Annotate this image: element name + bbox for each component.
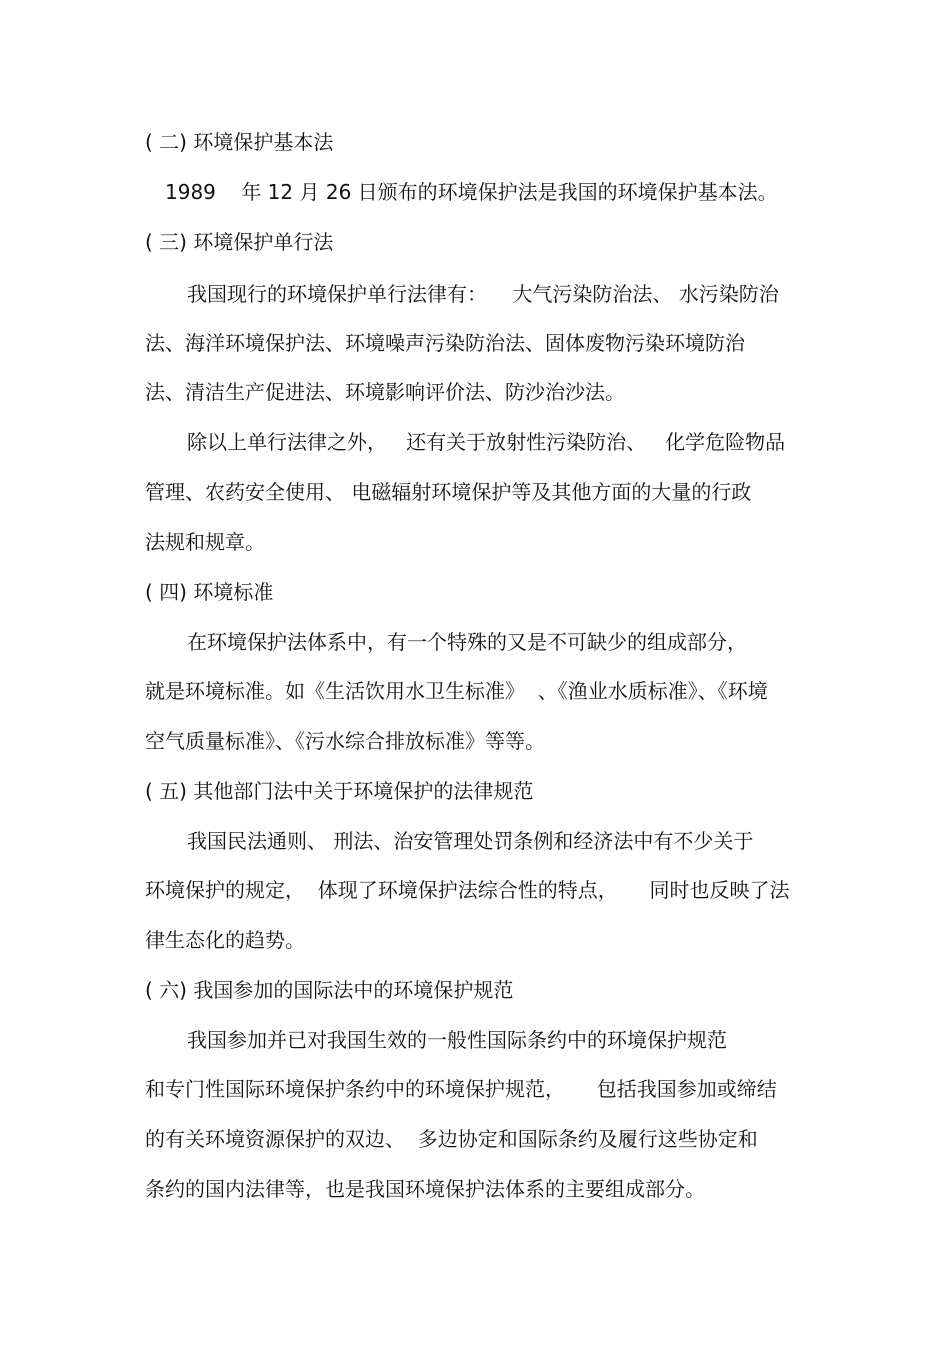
paragraph-line: 的有关环境资源保护的双边、 多边协定和国际条约及履行这些协定和 <box>145 1127 758 1151</box>
paragraph-line: 就是环境标准。如《生活饮用水卫生标准》 、《渔业水质标准》、《环境 <box>145 679 768 703</box>
paragraph-line: 管理、农药安全使用、 电磁辐射环境保护等及其他方面的大量的行政 <box>145 480 752 504</box>
section-heading-standards: ( 四) 环境标准 <box>145 580 274 604</box>
paragraph-line: 除以上单行法律之外， 还有关于放射性污染防治、 化学危险物品 <box>187 430 786 454</box>
paragraph-line: 1989 年 12 月 26 日颁布的环境保护法是我国的环境保护基本法。 <box>165 180 778 204</box>
paragraph-line: 和专门性国际环境保护条约中的环境保护规范， 包括我国参加或缔结 <box>145 1077 777 1101</box>
paragraph-line: 环境保护的规定， 体现了环境保护法综合性的特点， 同时也反映了法 <box>145 878 790 902</box>
paragraph-line: 我国现行的环境保护单行法律有： 大气污染防治法、 水污染防治 <box>187 282 779 306</box>
paragraph-line: 律生态化的趋势。 <box>145 928 305 952</box>
paragraph-line: 条约的国内法律等，也是我国环境保护法体系的主要组成部分。 <box>145 1177 705 1201</box>
section-heading-basic-law: ( 二) 环境保护基本法 <box>145 130 334 154</box>
section-heading-international-law: ( 六) 我国参加的国际法中的环境保护规范 <box>145 978 514 1002</box>
paragraph-line: 我国民法通则、 刑法、治安管理处罚条例和经济法中有不少关于 <box>187 829 754 853</box>
section-heading-single-laws: ( 三) 环境保护单行法 <box>145 230 334 254</box>
section-heading-other-laws: ( 五) 其他部门法中关于环境保护的法律规范 <box>145 779 534 803</box>
paragraph-line: 空气质量标准》、《污水综合排放标准》等等。 <box>145 729 545 753</box>
paragraph-line: 法规和规章。 <box>145 530 265 554</box>
paragraph-line: 我国参加并已对我国生效的一般性国际条约中的环境保护规范 <box>187 1028 727 1052</box>
paragraph-line: 法、海洋环境保护法、环境噪声污染防治法、固体废物污染环境防治 <box>145 331 745 355</box>
paragraph-line: 在环境保护法体系中，有一个特殊的又是不可缺少的组成部分， <box>187 630 747 654</box>
paragraph-line: 法、清洁生产促进法、环境影响评价法、防沙治沙法。 <box>145 380 625 404</box>
